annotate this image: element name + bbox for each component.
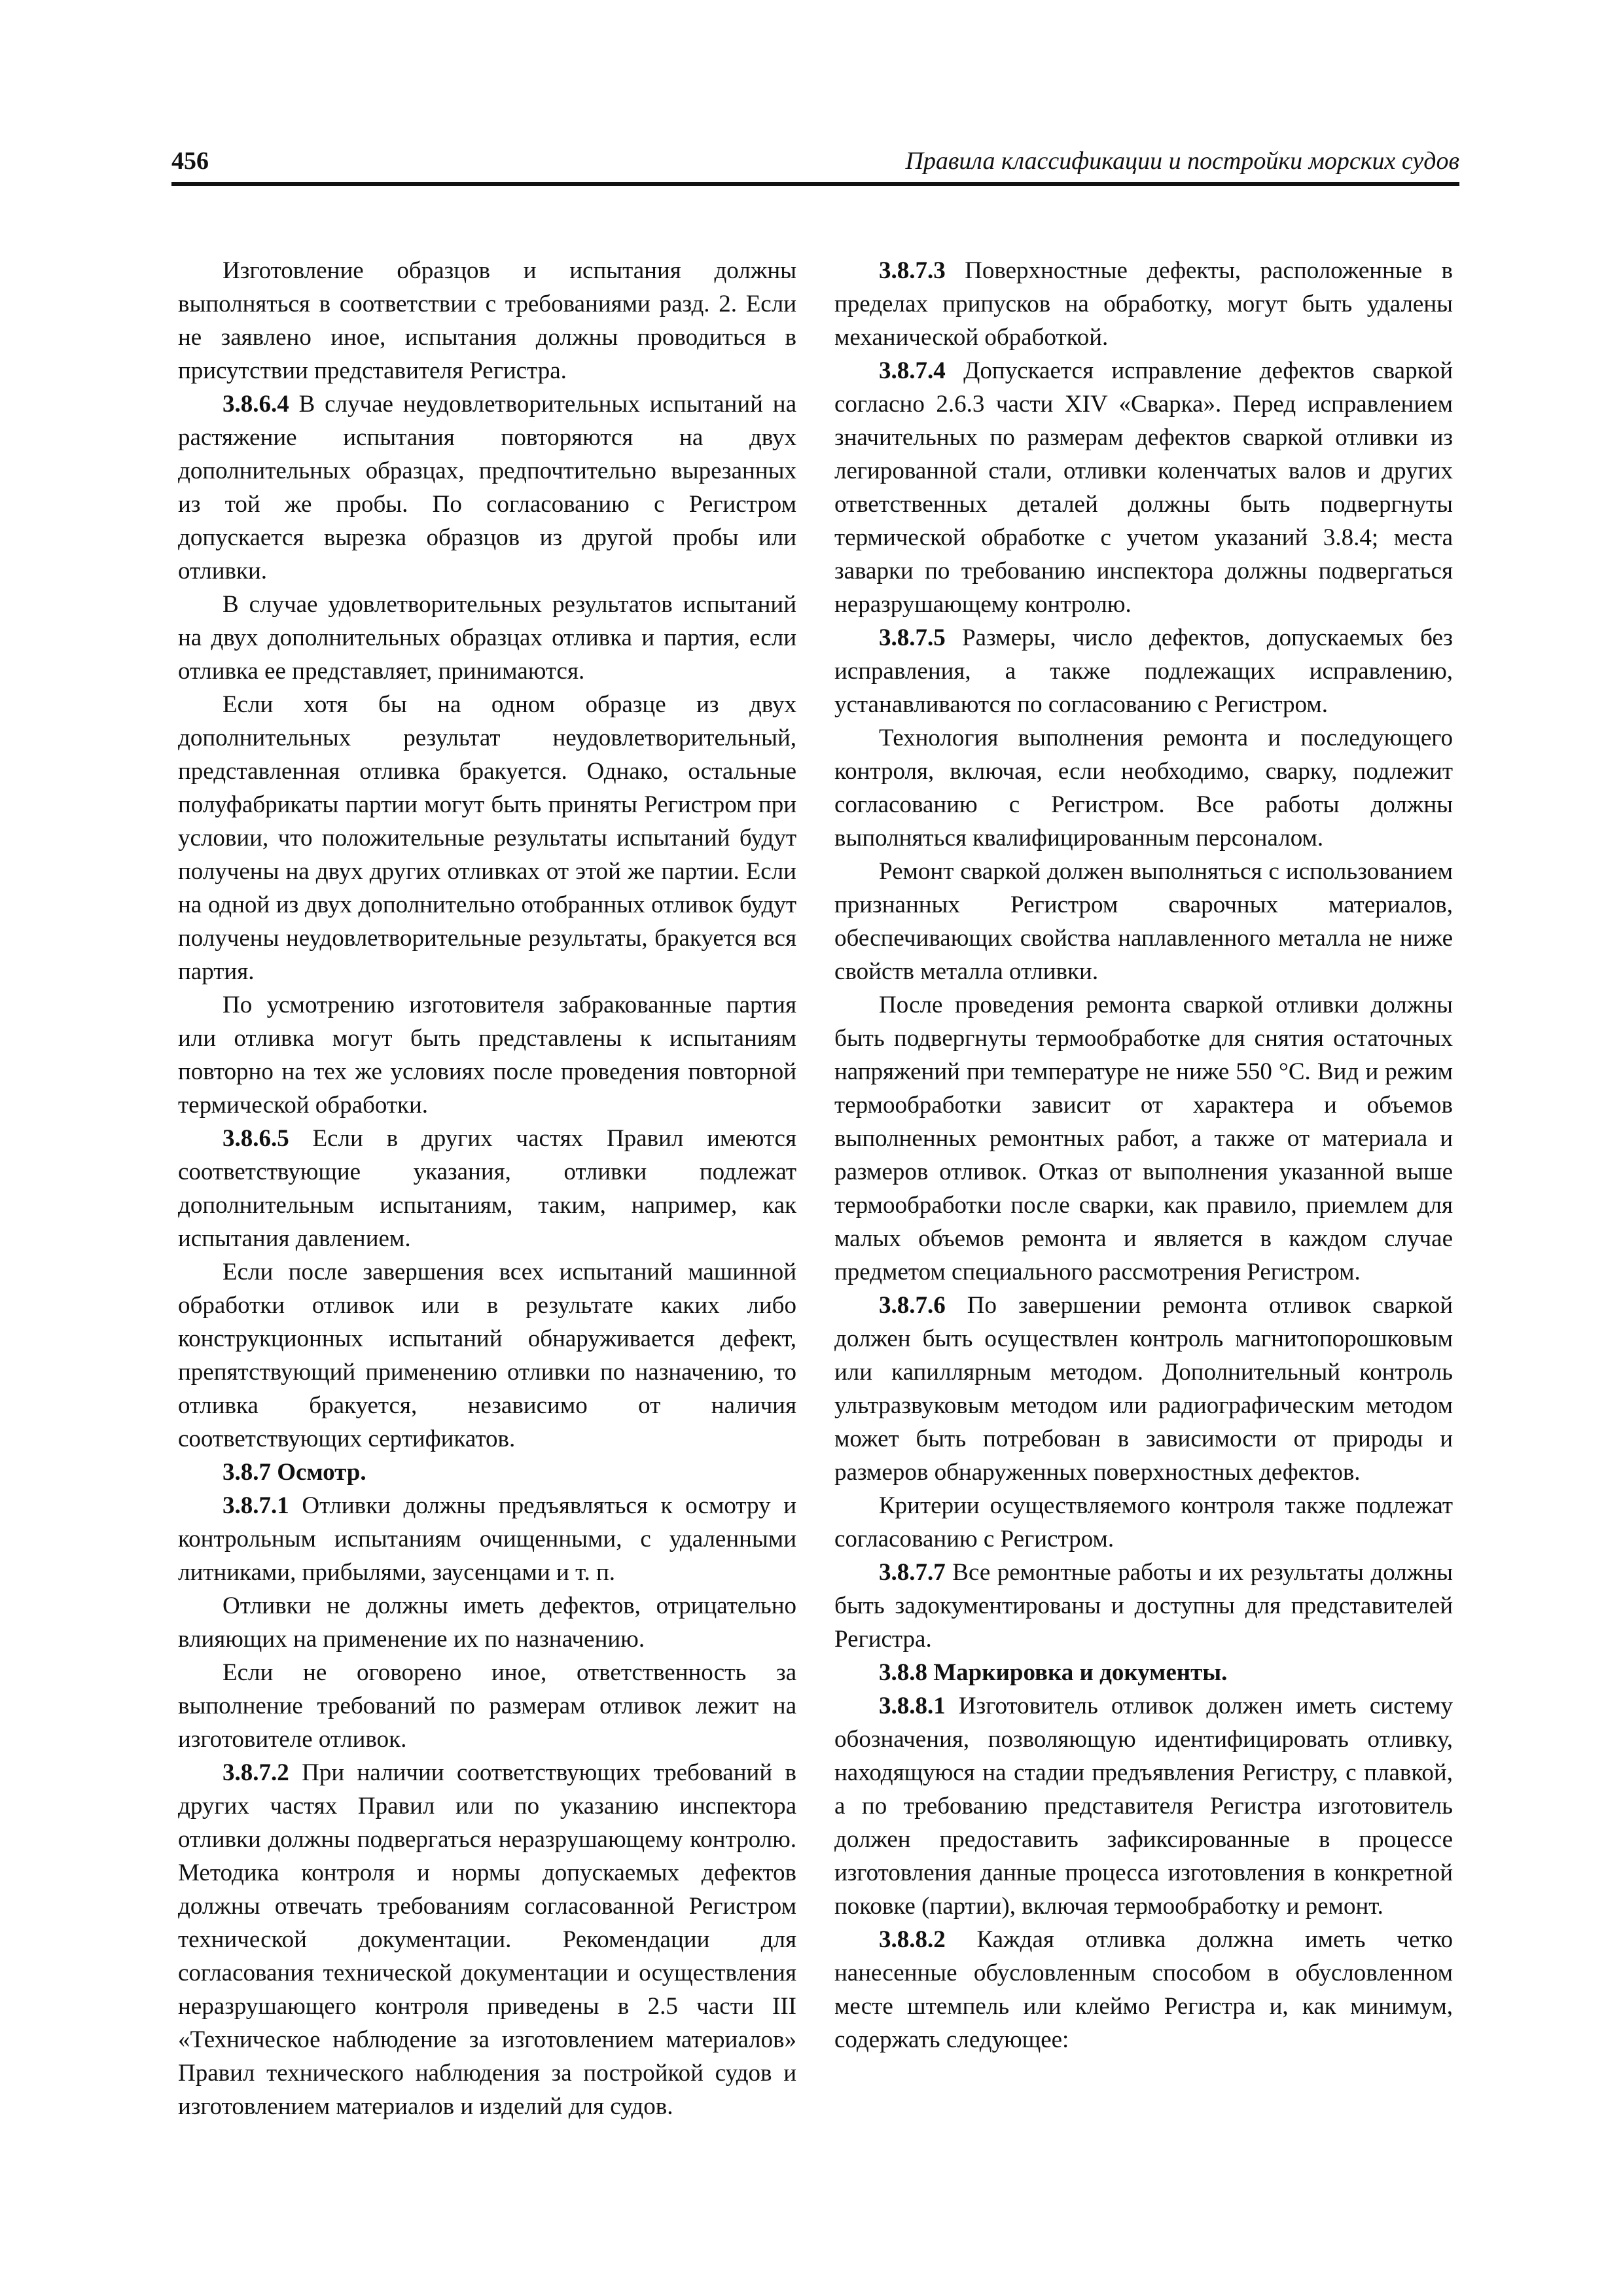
left-column <box>178 254 796 2123</box>
paragraph <box>178 588 796 688</box>
paragraph-text: Если в других частях Правил имеются соответствующие указания, отливки подлежат дополнительным испытаниям, таким, например, как испытания давлением. <box>178 1125 796 1252</box>
section-number: 3.8.7.7 <box>879 1559 946 1586</box>
paragraph-text: После проведения ремонта сваркой отливки должны быть подвергнуты термообработке для снятия остаточных напряжений при температуре не ниже 550 °С. Вид и режим термообработки зависит от характера и объемов выполненных ремонтных работ, а также от материала и размеров отливок. Отказ от выполнения указанной выше термообработки после сварки, как правило, приемлем для малых объемов ремонта и является в каждом случае предметом специального рассмотрения Регистром. <box>834 992 1453 1285</box>
paragraph-text: Отливки должны предъявляться к осмотру и контрольным испытаниям очищенными, с удаленными литниками, прибылями, заусенцами и т. п. <box>178 1492 796 1586</box>
section-number: 3.8.6.4 <box>223 391 289 418</box>
section-number: 3.8.7.3 <box>879 257 946 284</box>
section-number: 3.8.6.5 <box>223 1125 289 1152</box>
paragraph-text: Каждая отливка должна иметь четко нанесенные обусловленным способом в обусловленном месте штемпель или клеймо Регистра и, как минимум, содержать следующее: <box>834 1926 1454 2053</box>
paragraph-text: Ремонт сваркой должен выполняться с использованием признанных Регистром сварочных материалов, обеспечивающих свойства наплавленного металла не ниже свойств металла отливки. <box>834 858 1453 985</box>
paragraph <box>178 387 796 588</box>
page-header <box>171 143 1459 182</box>
paragraph <box>178 254 796 387</box>
paragraph <box>834 1289 1453 1489</box>
paragraph <box>834 1489 1453 1556</box>
paragraph-text: Если хотя бы на одном образце из двух дополнительных результат неудовлетворительный, представленная отливка бракуется. Однако, остальные полуфабрикаты партии могут быть приняты Регистром при условии, что положительные результаты испытаний будут получены на двух других отливках от этой же партии. Если на одной из двух дополнительно отобранных отливок будут получены неудовлетворительные результаты, бракуется вся партия. <box>178 691 796 985</box>
paragraph <box>178 1122 796 1255</box>
paragraph-text: Допускается исправление дефектов сваркой согласно 2.6.3 части XIV «Сварка». Перед исправлением значительных по размерам дефектов сваркой отливки из легированной стали, отливки коленчатых валов и других ответственных деталей должны быть подвергнуты термической обработке с учетом указаний 3.8.4; места заварки по требованию инспектора должны подвергаться неразрушающему контролю. <box>834 357 1453 618</box>
right-column <box>834 254 1453 2056</box>
paragraph-text: В случае неудовлетворительных испытаний на растяжение испытания повторяются на двух дополнительных образцах, предпочтительно вырезанных из той же пробы. По согласованию с Регистром допускается вырезка образцов из другой пробы или отливки. <box>178 391 797 584</box>
paragraph <box>834 254 1453 354</box>
paragraph <box>834 1923 1453 2056</box>
paragraph-text: По усмотрению изготовителя забракованные партия или отливка могут быть представлены к испытаниям повторно на тех же условиях после проведения повторной термической обработки. <box>178 992 796 1119</box>
section-number: 3.8.7.5 <box>879 624 946 651</box>
paragraph-text: При наличии соответствующих требований в других частях Правил или по указанию инспектора отливки должны подвергаться неразрушающему контролю. Методика контроля и нормы допускаемых дефектов должны отвечать требованиям согласованной Регистром технической документации. Рекомендации для согласования технической документации и осуществления неразрушающего контроля приведены в 2.5 части III «Техническое наблюдение за изготовлением материалов» Правил технического наблюдения за постройкой судов и изготовлением материалов и изделий для судов. <box>178 1759 796 2120</box>
paragraph-text: Критерии осуществляемого контроля также подлежат согласованию с Регистром. <box>834 1492 1453 1552</box>
paragraph-text: Все ремонтные работы и их результаты должны быть задокументированы и доступны для представителей Регистра. <box>834 1559 1453 1653</box>
section-number: 3.8.7.6 <box>879 1292 946 1319</box>
paragraph <box>834 621 1453 721</box>
paragraph <box>178 688 796 988</box>
paragraph <box>178 1255 796 1456</box>
page-number: 456 <box>171 147 209 175</box>
section-number: 3.8.7 Осмотр. <box>223 1459 366 1486</box>
header-rule <box>171 182 1459 186</box>
paragraph-text: По завершении ремонта отливок сваркой должен быть осуществлен контроль магнитопорошковым или капиллярным методом. Дополнительный контроль ультразвуковым методом или радиографическим методом может быть потребован в зависимости от природы и размеров обнаруженных поверхностных дефектов. <box>834 1292 1454 1486</box>
paragraph <box>178 1756 796 2123</box>
paragraph-text: Если после завершения всех испытаний машинной обработки отливок или в результате каких либо конструкционных испытаний обнаруживается дефект, препятствующий применению отливки по назначению, то отливка бракуется, независимо от наличия соответствующих сертификатов. <box>178 1259 796 1452</box>
paragraph <box>834 855 1453 988</box>
section-number: 3.8.8.2 <box>879 1926 946 1953</box>
section-number: 3.8.7.2 <box>223 1759 289 1786</box>
paragraph <box>178 1656 796 1756</box>
section-number: 3.8.7.1 <box>223 1492 289 1519</box>
paragraph <box>834 354 1453 621</box>
paragraph-text: Поверхностные дефекты, расположенные в пределах припусков на обработку, могут быть удалены механической обработкой. <box>834 257 1453 351</box>
paragraph-text: Технология выполнения ремонта и последующего контроля, включая, если необходимо, сварку, подлежит согласованию с Регистром. Все работы должны выполняться квалифицированным персоналом. <box>834 725 1453 852</box>
paragraph-text: Отливки не должны иметь дефектов, отрицательно влияющих на применение их по назначению. <box>178 1592 796 1653</box>
running-title: Правила классификации и постройки морских судов <box>905 147 1459 175</box>
paragraph <box>834 988 1453 1289</box>
paragraph <box>834 1689 1453 1923</box>
paragraph <box>178 1489 796 1589</box>
paragraph <box>178 1589 796 1656</box>
paragraph <box>178 988 796 1122</box>
paragraph-text: Изготовитель отливок должен иметь систему обозначения, позволяющую идентифицировать отливку, находящуюся на стадии предъявления Регистру, с плавкой, а по требованию представителя Регистра изготовитель должен предоставить зафиксированные в процессе изготовления данные процесса изготовления в конкретной поковке (партии), включая термообработку и ремонт. <box>834 1693 1453 1920</box>
paragraph <box>834 1556 1453 1656</box>
section-number: 3.8.7.4 <box>879 357 946 384</box>
paragraph-text: Размеры, число дефектов, допускаемых без исправления, а также подлежащих исправлению, устанавливаются по согласованию с Регистром. <box>834 624 1454 718</box>
paragraph-text: Если не оговорено иное, ответственность за выполнение требований по размерам отливок лежит на изготовителе отливок. <box>178 1659 796 1753</box>
section-number: 3.8.8.1 <box>879 1693 946 1719</box>
section-number: 3.8.8 Маркировка и документы. <box>879 1659 1228 1686</box>
section-heading <box>834 1656 1453 1689</box>
paragraph-text: Изготовление образцов и испытания должны выполняться в соответствии с требованиями разд. 2. Если не заявлено иное, испытания должны проводиться в присутствии представителя Регистра. <box>178 257 796 384</box>
paragraph-text: В случае удовлетворительных результатов испытаний на двух дополнительных образцах отливка и партия, если отливка ее представляет, принимаются. <box>178 591 796 685</box>
paragraph <box>834 721 1453 855</box>
section-heading <box>178 1456 796 1489</box>
